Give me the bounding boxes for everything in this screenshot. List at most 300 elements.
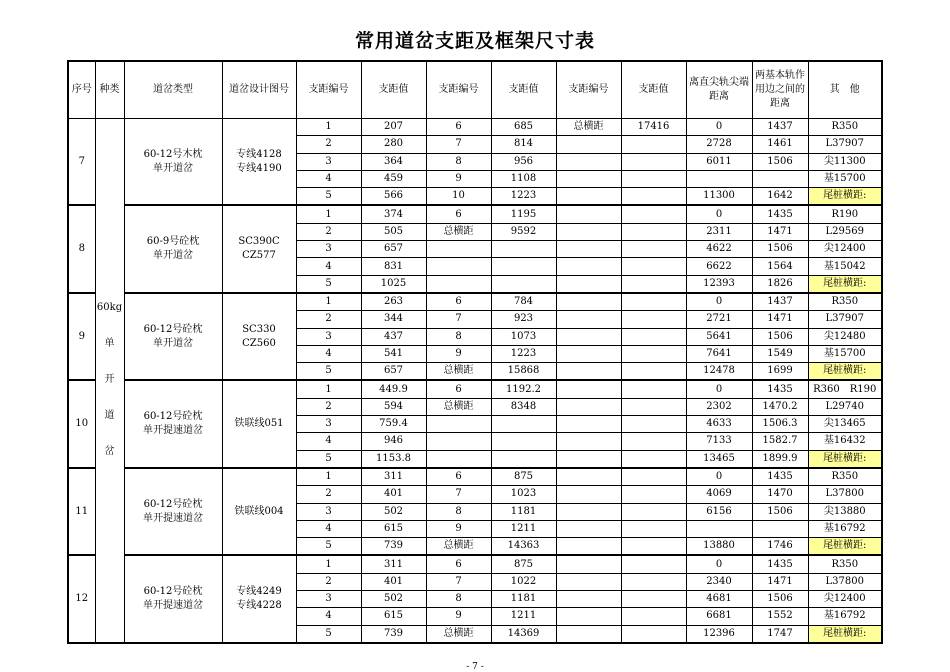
drawing-number-line: 铁联线004 [234,505,284,517]
offset-val-3-cell [621,136,686,153]
turnout-offset-table [67,60,883,644]
offset-val-3-cell [621,223,686,240]
other-cell: 尾桩横距: [808,363,882,381]
drawing-number-cell [222,380,296,467]
offset-no-1-cell: 4 [296,170,361,187]
drawing-number-cell [222,468,296,555]
other-cell: R350 [808,119,882,136]
offset-val-3-cell [621,468,686,486]
dist-tip-cell: 0 [686,119,752,136]
dist-rails-cell [752,520,808,537]
offset-no-3-cell [556,223,621,240]
offset-val-3-cell [621,520,686,537]
other-cell: 尾桩横距: [808,450,882,468]
header-offset-no-1: 支距编号 [296,61,361,119]
other-cell: 尖13465 [808,416,882,433]
offset-val-1-cell: 344 [361,311,426,328]
offset-no-2-cell: 6 [426,380,491,398]
other-cell: 基16792 [808,608,882,625]
offset-no-2-cell [426,416,491,433]
offset-val-2-cell: 14369 [491,625,556,643]
other-cell: L37800 [808,573,882,590]
offset-no-3-cell [556,555,621,573]
turnout-type-line: 单开提速道岔 [143,425,203,437]
offset-no-3-cell [556,153,621,170]
offset-val-1-cell: 946 [361,433,426,450]
drawing-number-line: 铁联线051 [234,418,284,430]
offset-no-1-cell: 3 [296,241,361,258]
offset-val-2-cell [491,433,556,450]
offset-no-1-cell: 3 [296,591,361,608]
other-cell: R350 [808,293,882,311]
dist-tip-cell: 2302 [686,398,752,415]
offset-val-1-cell: 263 [361,293,426,311]
offset-val-1-cell: 505 [361,223,426,240]
dist-tip-cell: 0 [686,468,752,486]
offset-no-2-cell: 8 [426,503,491,520]
dist-rails-cell: 1899.9 [752,450,808,468]
offset-val-1-cell: 311 [361,468,426,486]
offset-val-1-cell: 311 [361,555,426,573]
dist-rails-cell: 1435 [752,380,808,398]
offset-val-1-cell: 374 [361,205,426,223]
offset-val-3-cell [621,555,686,573]
dist-tip-cell: 12396 [686,625,752,643]
other-cell: R360 R190 [808,380,882,398]
offset-val-2-cell: 1181 [491,503,556,520]
offset-no-3-cell [556,380,621,398]
dist-rails-cell: 1506 [752,328,808,345]
dist-rails-cell: 1435 [752,468,808,486]
offset-no-2-cell: 6 [426,555,491,573]
dist-tip-cell: 0 [686,555,752,573]
offset-no-2-cell: 9 [426,345,491,362]
offset-no-2-cell: 7 [426,136,491,153]
offset-val-1-cell: 502 [361,503,426,520]
offset-no-2-cell: 8 [426,591,491,608]
dist-rails-cell: 1471 [752,573,808,590]
offset-val-1-cell: 541 [361,345,426,362]
offset-no-2-cell: 6 [426,468,491,486]
turnout-type-line: 60-12号砼枕 [143,586,203,598]
turnout-type-line: 60-12号木枕 [143,148,203,160]
offset-no-3-cell [556,538,621,556]
offset-no-2-cell: 总横距 [426,398,491,415]
dist-tip-cell: 11300 [686,188,752,206]
drawing-number-line: 专线4190 [236,162,282,174]
turnout-type-line: 单开提速道岔 [143,600,203,612]
offset-no-3-cell [556,520,621,537]
offset-no-3-cell [556,573,621,590]
offset-val-2-cell [491,275,556,293]
offset-no-3-cell [556,591,621,608]
kind-label-part: 岔 [104,446,115,458]
offset-no-1-cell: 5 [296,363,361,381]
offset-no-1-cell: 2 [296,311,361,328]
offset-val-1-cell: 615 [361,520,426,537]
other-cell: L37907 [808,311,882,328]
offset-no-2-cell [426,275,491,293]
other-cell: 基16792 [808,520,882,537]
offset-no-1-cell: 5 [296,275,361,293]
dist-rails-cell: 1746 [752,538,808,556]
dist-rails-cell: 1470 [752,486,808,503]
offset-no-1-cell: 2 [296,223,361,240]
offset-no-3-cell [556,608,621,625]
offset-no-3-cell [556,503,621,520]
other-cell: L37800 [808,486,882,503]
dist-tip-cell: 5641 [686,328,752,345]
turnout-type-line: 单开道岔 [153,250,193,262]
header-kind: 种类 [95,61,124,119]
dist-rails-cell: 1552 [752,608,808,625]
offset-val-3-cell [621,258,686,275]
other-cell: 基15700 [808,345,882,362]
header-row [68,61,882,119]
offset-val-1-cell: 449.9 [361,380,426,398]
offset-no-1-cell: 2 [296,573,361,590]
other-cell: 尖12400 [808,591,882,608]
offset-no-3-cell [556,241,621,258]
offset-no-1-cell: 1 [296,380,361,398]
offset-val-2-cell [491,416,556,433]
other-cell: R190 [808,205,882,223]
dist-rails-cell: 1506.3 [752,416,808,433]
header-type: 道岔类型 [124,61,222,119]
offset-no-1-cell: 5 [296,450,361,468]
offset-no-3-cell [556,625,621,643]
drawing-number-line: SC390C [238,236,280,248]
turnout-type-line: 单开道岔 [153,162,193,174]
dist-rails-cell: 1564 [752,258,808,275]
kind-label-part: 单 [104,338,115,350]
drawing-number-line: CZ560 [242,337,276,349]
dist-tip-cell: 0 [686,293,752,311]
drawing-number-line: 专线4228 [236,600,282,612]
dist-rails-cell: 1506 [752,503,808,520]
dist-rails-cell: 1471 [752,311,808,328]
offset-val-3-cell [621,416,686,433]
offset-no-2-cell: 6 [426,293,491,311]
dist-rails-cell: 1582.7 [752,433,808,450]
offset-no-3-cell [556,258,621,275]
offset-val-2-cell: 14363 [491,538,556,556]
offset-no-3-cell [556,205,621,223]
seq-cell: 7 [68,119,95,206]
offset-val-2-cell: 923 [491,311,556,328]
offset-no-1-cell: 3 [296,328,361,345]
dist-tip-cell: 2728 [686,136,752,153]
offset-val-1-cell: 615 [361,608,426,625]
dist-tip-cell: 6011 [686,153,752,170]
header-offset-val-1: 支距值 [361,61,426,119]
offset-val-1-cell: 739 [361,625,426,643]
other-cell: L29740 [808,398,882,415]
offset-val-3-cell [621,345,686,362]
offset-no-1-cell: 2 [296,136,361,153]
offset-val-3-cell [621,503,686,520]
seq-cell: 12 [68,555,95,642]
dist-tip-cell: 13465 [686,450,752,468]
offset-no-3-cell [556,363,621,381]
offset-no-3-cell [556,170,621,187]
offset-no-1-cell: 3 [296,416,361,433]
dist-rails-cell: 1642 [752,188,808,206]
offset-no-1-cell: 4 [296,608,361,625]
dist-tip-cell: 12393 [686,275,752,293]
dist-rails-cell: 1470.2 [752,398,808,415]
offset-no-3-cell [556,293,621,311]
offset-no-1-cell: 4 [296,433,361,450]
offset-no-1-cell: 2 [296,398,361,415]
offset-val-3-cell [621,608,686,625]
dist-tip-cell [686,520,752,537]
offset-val-1-cell: 1025 [361,275,426,293]
offset-val-3-cell [621,450,686,468]
offset-no-1-cell: 1 [296,119,361,136]
drawing-number-cell [222,119,296,206]
offset-val-1-cell: 739 [361,538,426,556]
offset-no-3-cell [556,275,621,293]
drawing-number-line: CZ577 [242,250,276,262]
dist-rails-cell: 1826 [752,275,808,293]
offset-no-2-cell: 总横距 [426,363,491,381]
offset-no-2-cell [426,258,491,275]
dist-rails-cell: 1549 [752,345,808,362]
dist-tip-cell: 4681 [686,591,752,608]
offset-no-1-cell: 5 [296,538,361,556]
turnout-type-line: 60-9号砼枕 [146,236,200,248]
offset-val-3-cell [621,486,686,503]
offset-no-1-cell: 1 [296,555,361,573]
offset-val-3-cell [621,398,686,415]
offset-val-3-cell [621,328,686,345]
other-cell: 尖13880 [808,503,882,520]
header-dist-tip: 离直尖轨尖端距离 [686,61,752,119]
dist-rails-cell: 1435 [752,205,808,223]
offset-val-2-cell: 1108 [491,170,556,187]
seq-cell: 10 [68,380,95,467]
header-seq: 序号 [68,61,95,119]
offset-no-1-cell: 4 [296,520,361,537]
dist-rails-cell: 1435 [752,555,808,573]
offset-no-1-cell: 5 [296,188,361,206]
offset-val-2-cell: 875 [491,555,556,573]
offset-val-2-cell: 956 [491,153,556,170]
offset-no-2-cell: 8 [426,328,491,345]
offset-val-3-cell [621,591,686,608]
dist-tip-cell: 2721 [686,311,752,328]
offset-val-3-cell [621,380,686,398]
table-row [68,468,882,486]
other-cell: 尾桩横距: [808,538,882,556]
offset-no-3-cell [556,328,621,345]
header-offset-val-2: 支距值 [491,61,556,119]
header-dist-rails: 两基本轨作用边之间的距离 [752,61,808,119]
other-cell: R350 [808,555,882,573]
offset-no-3-cell [556,450,621,468]
offset-no-3-cell [556,398,621,415]
offset-no-2-cell: 6 [426,205,491,223]
offset-val-3-cell [621,363,686,381]
offset-val-3-cell [621,275,686,293]
offset-val-3-cell [621,170,686,187]
drawing-number-line: 专线4128 [236,148,282,160]
dist-tip-cell: 0 [686,380,752,398]
drawing-number-cell [222,205,296,292]
offset-val-1-cell: 594 [361,398,426,415]
other-cell: 基15042 [808,258,882,275]
header-drawing: 道岔设计图号 [222,61,296,119]
offset-no-2-cell: 总横距 [426,538,491,556]
offset-val-3-cell [621,153,686,170]
offset-val-3-cell [621,433,686,450]
dist-tip-cell: 4622 [686,241,752,258]
offset-val-2-cell: 1073 [491,328,556,345]
dist-rails-cell: 1471 [752,223,808,240]
offset-val-1-cell: 280 [361,136,426,153]
dist-rails-cell: 1437 [752,293,808,311]
other-cell: 尖11300 [808,153,882,170]
offset-no-3-cell: 总横距 [556,119,621,136]
page-number: - 7 - [466,662,484,672]
dist-rails-cell: 1437 [752,119,808,136]
offset-val-2-cell: 1022 [491,573,556,590]
offset-val-1-cell: 759.4 [361,416,426,433]
offset-val-3-cell: 17416 [621,119,686,136]
offset-no-3-cell [556,311,621,328]
offset-val-3-cell [621,241,686,258]
turnout-type-cell [124,293,222,380]
seq-cell: 8 [68,205,95,292]
turnout-type-cell [124,119,222,206]
offset-val-1-cell: 437 [361,328,426,345]
dist-rails-cell: 1506 [752,241,808,258]
offset-no-2-cell [426,450,491,468]
offset-no-1-cell: 3 [296,503,361,520]
offset-no-1-cell: 1 [296,468,361,486]
offset-val-3-cell [621,311,686,328]
seq-cell: 9 [68,293,95,380]
other-cell: 尖12400 [808,241,882,258]
dist-tip-cell: 6622 [686,258,752,275]
kind-label-part: 道 [104,410,115,422]
header-other: 其 他 [808,61,882,119]
dist-rails-cell: 1506 [752,153,808,170]
offset-val-3-cell [621,625,686,643]
dist-tip-cell: 0 [686,205,752,223]
kind-label-part: 开 [104,374,115,386]
offset-val-2-cell: 1223 [491,188,556,206]
offset-val-1-cell: 401 [361,486,426,503]
page-title: 常用道岔支距及框架尺寸表 [354,30,595,52]
table-row [68,205,882,223]
dist-tip-cell [686,170,752,187]
kind-label-part: 60kg [96,302,123,314]
offset-no-1-cell: 1 [296,293,361,311]
dist-rails-cell [752,170,808,187]
offset-no-3-cell [556,345,621,362]
offset-val-3-cell [621,573,686,590]
offset-val-2-cell: 1211 [491,608,556,625]
offset-no-2-cell: 7 [426,486,491,503]
dist-tip-cell: 4633 [686,416,752,433]
offset-val-2-cell: 784 [491,293,556,311]
kind-cell [95,119,124,643]
offset-val-2-cell: 1192.2 [491,380,556,398]
offset-val-1-cell: 502 [361,591,426,608]
offset-val-2-cell: 1223 [491,345,556,362]
dist-rails-cell: 1461 [752,136,808,153]
turnout-type-cell [124,380,222,467]
dist-tip-cell: 7133 [686,433,752,450]
dist-tip-cell: 6681 [686,608,752,625]
turnout-type-line: 单开道岔 [153,337,193,349]
turnout-type-line: 60-12号砼枕 [143,411,203,423]
other-cell: 尾桩横距: [808,275,882,293]
turnout-type-line: 60-12号砼枕 [143,323,203,335]
turnout-type-line: 60-12号砼枕 [143,498,203,510]
other-cell: 尾桩横距: [808,188,882,206]
other-cell: L37907 [808,136,882,153]
offset-val-1-cell: 657 [361,241,426,258]
offset-no-1-cell: 3 [296,153,361,170]
dist-tip-cell: 7641 [686,345,752,362]
turnout-type-cell [124,205,222,292]
other-cell: L29569 [808,223,882,240]
offset-val-1-cell: 459 [361,170,426,187]
offset-no-2-cell: 10 [426,188,491,206]
offset-val-2-cell: 685 [491,119,556,136]
offset-val-1-cell: 831 [361,258,426,275]
other-cell: R350 [808,468,882,486]
dist-tip-cell: 6156 [686,503,752,520]
dist-tip-cell: 12478 [686,363,752,381]
other-cell: 基15700 [808,170,882,187]
offset-val-2-cell: 1181 [491,591,556,608]
offset-no-2-cell: 9 [426,170,491,187]
dist-tip-cell: 2340 [686,573,752,590]
drawing-number-cell [222,555,296,642]
header-offset-no-2: 支距编号 [426,61,491,119]
table-row [68,555,882,573]
other-cell: 基16432 [808,433,882,450]
offset-no-2-cell: 7 [426,311,491,328]
other-cell: 尖12480 [808,328,882,345]
drawing-number-cell [222,293,296,380]
turnout-type-cell [124,555,222,642]
turnout-type-cell [124,468,222,555]
offset-no-2-cell: 6 [426,119,491,136]
offset-no-2-cell: 9 [426,608,491,625]
offset-no-2-cell [426,433,491,450]
turnout-type-line: 单开提速道岔 [143,512,203,524]
offset-no-3-cell [556,486,621,503]
offset-no-2-cell: 总横距 [426,625,491,643]
offset-val-2-cell: 814 [491,136,556,153]
dist-rails-cell: 1699 [752,363,808,381]
offset-no-1-cell: 2 [296,486,361,503]
offset-no-3-cell [556,468,621,486]
offset-val-3-cell [621,293,686,311]
offset-val-2-cell: 15868 [491,363,556,381]
dist-tip-cell: 4069 [686,486,752,503]
offset-val-1-cell: 207 [361,119,426,136]
dist-tip-cell: 2311 [686,223,752,240]
offset-no-2-cell: 总横距 [426,223,491,240]
seq-cell: 11 [68,468,95,555]
offset-val-3-cell [621,538,686,556]
